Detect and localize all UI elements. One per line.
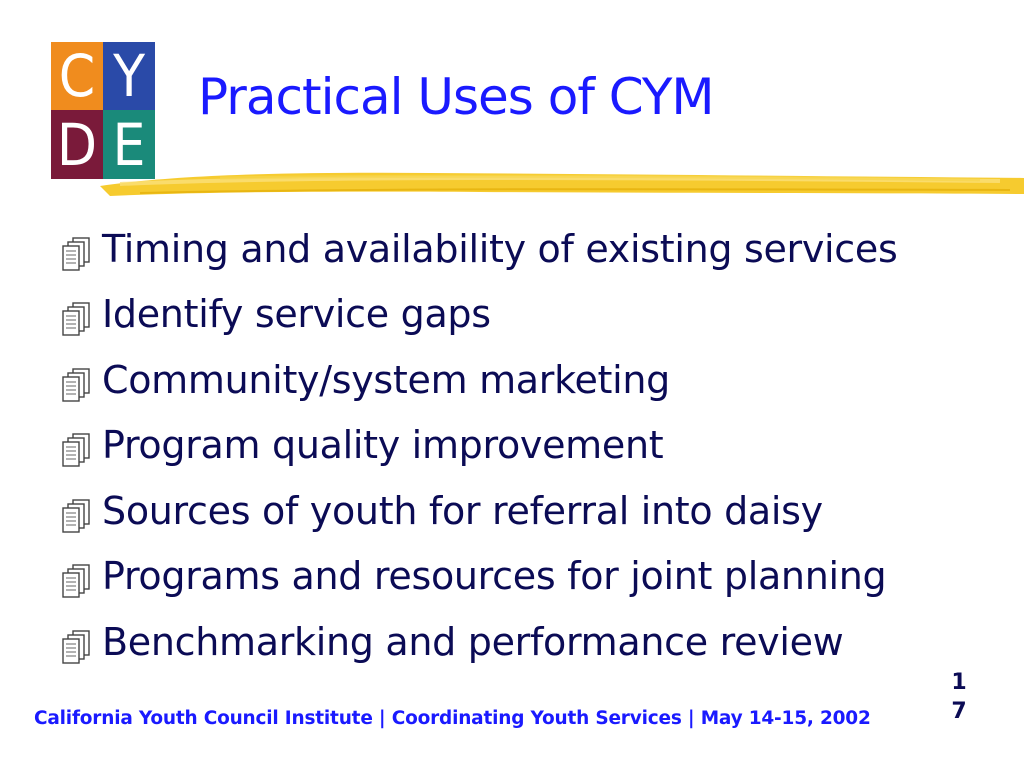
bullet-list bbox=[60, 216, 897, 675]
cyde-logo bbox=[51, 42, 155, 179]
bullet-item bbox=[60, 478, 897, 544]
highlighter-stroke bbox=[100, 160, 1024, 202]
stacked-pages-icon bbox=[60, 301, 92, 337]
stacked-pages-icon bbox=[60, 432, 92, 468]
bullet-item bbox=[60, 544, 897, 610]
bullet-item bbox=[60, 282, 897, 348]
bullet-text: Community/system marketing bbox=[102, 357, 671, 402]
bullet-item bbox=[60, 413, 897, 479]
stacked-pages-icon bbox=[60, 563, 92, 599]
bullet-text: Programs and resources for joint planning bbox=[102, 554, 887, 599]
bullet-text: Timing and availability of existing services bbox=[102, 226, 898, 271]
bullet-item bbox=[60, 216, 897, 282]
stacked-pages-icon bbox=[60, 367, 92, 403]
bullet-text: Program quality improvement bbox=[102, 423, 664, 468]
logo-letter-e: E bbox=[103, 110, 155, 179]
bullet-text: Sources of youth for referral into daisy bbox=[102, 488, 823, 533]
stacked-pages-icon bbox=[60, 236, 92, 272]
footer-text: California Youth Council Institute | Coordinating Youth Services | May 14-15, 2002 bbox=[34, 708, 871, 729]
logo-letter-c: C bbox=[51, 42, 103, 110]
logo-letter-y: Y bbox=[103, 42, 155, 110]
slide-title: Practical Uses of CYM bbox=[198, 68, 714, 126]
bullet-text: Identify service gaps bbox=[102, 292, 491, 337]
logo-letter-d: D bbox=[51, 110, 103, 179]
stacked-pages-icon bbox=[60, 629, 92, 665]
page-number: 17 bbox=[951, 670, 967, 724]
stacked-pages-icon bbox=[60, 498, 92, 534]
bullet-text: Benchmarking and performance review bbox=[102, 619, 844, 664]
bullet-item bbox=[60, 609, 897, 675]
bullet-item bbox=[60, 347, 897, 413]
